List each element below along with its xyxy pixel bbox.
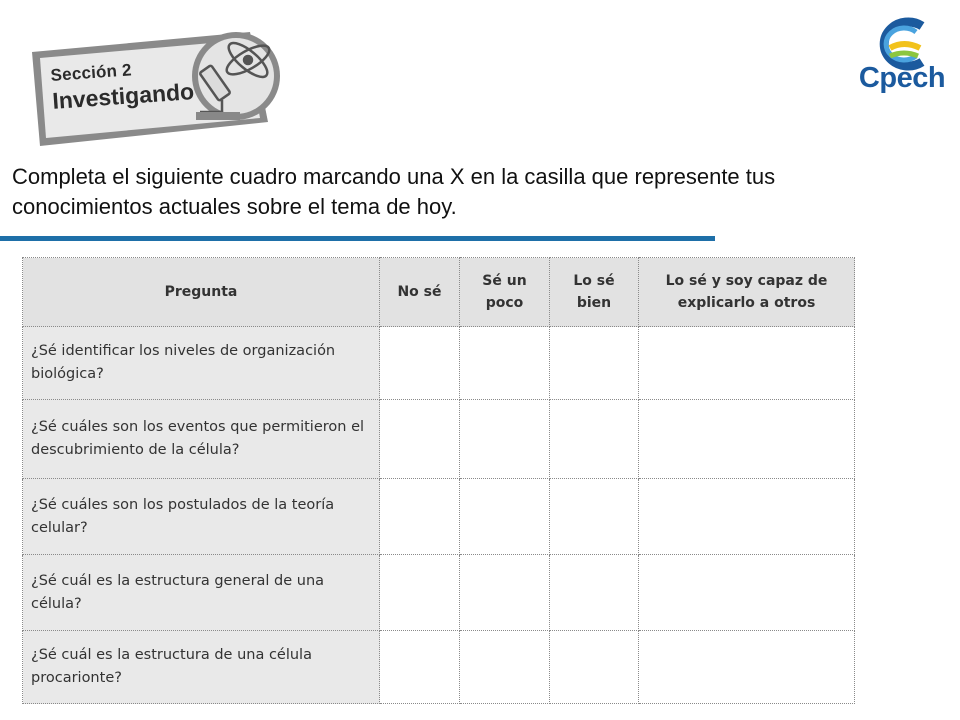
answer-cell-no-se[interactable] <box>380 479 460 555</box>
table-header-row <box>23 258 855 327</box>
answer-cell-lo-se-bien[interactable] <box>550 479 639 555</box>
answer-cell-no-se[interactable] <box>380 400 460 479</box>
badge-section-label: Sección 2 <box>50 60 133 85</box>
question-cell: ¿Sé cuáles son los postulados de la teoría celular? <box>23 479 380 555</box>
table-row <box>23 479 855 555</box>
question-cell: ¿Sé cuál es la estructura de una célula procarionte? <box>23 631 380 704</box>
divider-rule <box>0 236 715 241</box>
answer-cell-lo-se-y-explico[interactable] <box>639 327 855 400</box>
answer-cell-se-un-poco[interactable] <box>460 555 550 631</box>
table-row <box>23 631 855 704</box>
header-lo-se-y-explico: Lo sé y soy capaz de explicarlo a otros <box>639 258 855 327</box>
answer-cell-se-un-poco[interactable] <box>460 479 550 555</box>
answer-cell-lo-se-y-explico[interactable] <box>639 400 855 479</box>
answer-cell-lo-se-bien[interactable] <box>550 327 639 400</box>
logo-wordmark: Cpech <box>858 62 946 94</box>
answer-cell-se-un-poco[interactable] <box>460 631 550 704</box>
answer-cell-lo-se-y-explico[interactable] <box>639 631 855 704</box>
question-cell: ¿Sé cuáles son los eventos que permitieron el descubrimiento de la célula? <box>23 400 380 479</box>
badge-title: Investigando <box>51 78 195 114</box>
table-row <box>23 555 855 631</box>
table-row <box>23 327 855 400</box>
answer-cell-no-se[interactable] <box>380 327 460 400</box>
cpech-logo <box>856 12 948 98</box>
question-cell: ¿Sé cuál es la estructura general de una célula? <box>23 555 380 631</box>
table-row <box>23 400 855 479</box>
answer-cell-lo-se-bien[interactable] <box>550 631 639 704</box>
header-se-un-poco: Sé un poco <box>460 258 550 327</box>
badge-text <box>50 56 195 115</box>
header-lo-se-bien: Lo sé bien <box>550 258 639 327</box>
answer-cell-lo-se-y-explico[interactable] <box>639 555 855 631</box>
answer-cell-lo-se-bien[interactable] <box>550 555 639 631</box>
answer-cell-no-se[interactable] <box>380 555 460 631</box>
instructions-text: Completa el siguiente cuadro marcando una X en la casilla que represente tus conocimientos actuales sobre el tema de hoy. <box>12 164 776 219</box>
answer-cell-se-un-poco[interactable] <box>460 327 550 400</box>
header-pregunta: Pregunta <box>23 258 380 327</box>
self-assessment-table <box>22 257 855 704</box>
answer-cell-se-un-poco[interactable] <box>460 400 550 479</box>
section-badge <box>22 14 284 154</box>
answer-cell-no-se[interactable] <box>380 631 460 704</box>
answer-cell-lo-se-y-explico[interactable] <box>639 479 855 555</box>
answer-cell-lo-se-bien[interactable] <box>550 400 639 479</box>
header-no-se: No sé <box>380 258 460 327</box>
question-cell: ¿Sé identificar los niveles de organización biológica? <box>23 327 380 400</box>
